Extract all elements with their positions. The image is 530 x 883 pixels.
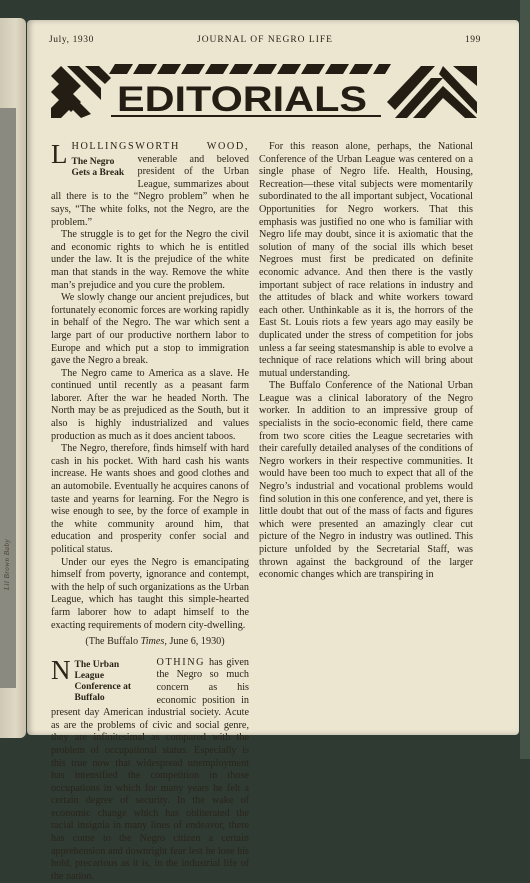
article1-dropcap: L [51, 139, 68, 169]
article2-paragraph-1: has given the Negro so much concern as his economic position in present day American industrial society. Acute as are the problems of civic and social genre, they are infinitesimal as compared with the problem of occupational status. Especially is this true now that widespread unemployment has intensified the competition in those occupations in which for many years he felt a certain degree of security. In the wake of economic change which has obliterated the racial insignia in many lines of endeavor, there has come to the Negro citizen a certain apprehension and downright fear lest he lose his hold, precarious as it is, in the industrial life of the nation. [51, 656, 249, 882]
citation-publication: Times [140, 636, 165, 648]
article1-sidehead [72, 157, 132, 179]
article1-paragraph-4: The Negro came to America as a slave. He continued until recently as a peasant farm laborer. After the war he headed North. The North may be as prejudiced as the South, but it also is highly industrialized and values production as much as it does ancient taboos. [51, 367, 249, 442]
article2-paragraph-2: For this reason alone, perhaps, the National Conference of the Urban League was centered on a single phase of Negro life. Health, Housing, Recreation—these vital subjects were momentarily subordinated to the all important subject, Vocational Opportunities for Negro workers. That this emphasis was justified no one who is familiar with Negro life may doubt, since it is axiomatic that the solution of many of the social ills which beset Negroes must first be predicated on definite economic advance. And then there is the vastly important subject of race relations in industry and the attitudes of black and white workers toward each other. Unthinkable as it is, the horrors of the East St. Louis riots a few years ago may easily be duplicated under the stress of competition for jobs unless a far seeing statesmanship is able to evolve a technique of race relations which will bring about mutual understanding. [259, 141, 473, 379]
article1-citation [51, 636, 249, 649]
editorials-banner [51, 62, 477, 118]
article2-sidehead-line1: The Urban League [74, 659, 120, 681]
spine-label: Lil Brown Baby [3, 538, 11, 590]
header-journal-title: JOURNAL OF NEGRO LIFE [197, 35, 333, 45]
background-edge [520, 0, 530, 759]
article1-sidehead-line1: The Negro [71, 156, 115, 167]
article1-opening [51, 141, 249, 229]
article1-paragraph-6: Under our eyes the Negro is emancipating himself from poverty, ignorance and contempt, with the help of such organizations as the Urban League, which has taught this simple-hearted farm laborer how to adapt himself to the exacting requirements of modern city-dwelling. [51, 556, 249, 631]
right-column [259, 141, 473, 725]
article2-sidehead-line2: Conference at Buffalo [74, 681, 132, 703]
article1-paragraph-1: venerable and beloved president of the Urban League, summarizes about all there is to the “Negro problem” when he says, “The white folks, not the Negro, are the problem.” [51, 153, 249, 228]
article2-dropcap: N [51, 654, 71, 685]
article1-sidehead-line2: Gets a Break [71, 167, 125, 178]
adjacent-page-strip [0, 108, 16, 688]
article2-sidehead [75, 660, 151, 704]
running-header [49, 35, 481, 49]
citation-suffix: , June 6, 1930) [164, 636, 225, 648]
left-column [51, 139, 249, 882]
article2-paragraph-3: The Buffalo Conference of the National Urban League was a clinical laboratory of the Negro worker. In addition to an impressive group of specialists in the socio-economic field, there came from two score cities the League secretaries with their carefully detailed analyses of the conditions of Negro workers in their respective communities. It would have been too much to expect that all of the Negro’s industrial and vocational problems would find solution in this one conference, and yet, there is little doubt that out of the mass of facts and figures which were presented an amazingly clear cut picture of the Negro in industry was outlined. This picture unfolded by the Secretarial Staff, was thrown against the background of the larger economic changes which are transpiring in [259, 380, 473, 581]
article1-opening-caps: HOLLINGSWORTH WOOD, [71, 141, 249, 152]
article1-paragraph-2: The struggle is to get for the Negro the civil and economic rights to which he is entitled under the law. It is the prejudice of the white man that stands in the way. Remove the white man’s prejudice and you cure the problem. [51, 229, 249, 291]
citation-prefix: (The Buffalo [85, 636, 141, 648]
banner-title: EDITORIALS [117, 80, 367, 119]
article1-paragraph-3: We slowly change our ancient prejudices, but fortunately economic forces are working rapidly in behalf of the Negro. The war which sent a large part of our productive northern labor to Europe and which put a stop to immigration gave the Negro a break. [51, 292, 249, 367]
journal-page [27, 20, 519, 882]
header-page-number: 199 [464, 35, 481, 45]
article1-paragraph-5: The Negro, therefore, finds himself with hard cash in his pocket. With hard cash his wants increase. He wants shoes and good clothes and an automobile. Eventually he acquires canons of taste and yearns for learning. For the Negro is wise enough to see, by the force of example in the white community around him, that education and prosperity confer social and political status. [51, 443, 249, 555]
article2-opening-caps: OTHING [156, 656, 206, 668]
header-date: July, 1930 [49, 35, 94, 45]
article2-opening [51, 654, 249, 883]
